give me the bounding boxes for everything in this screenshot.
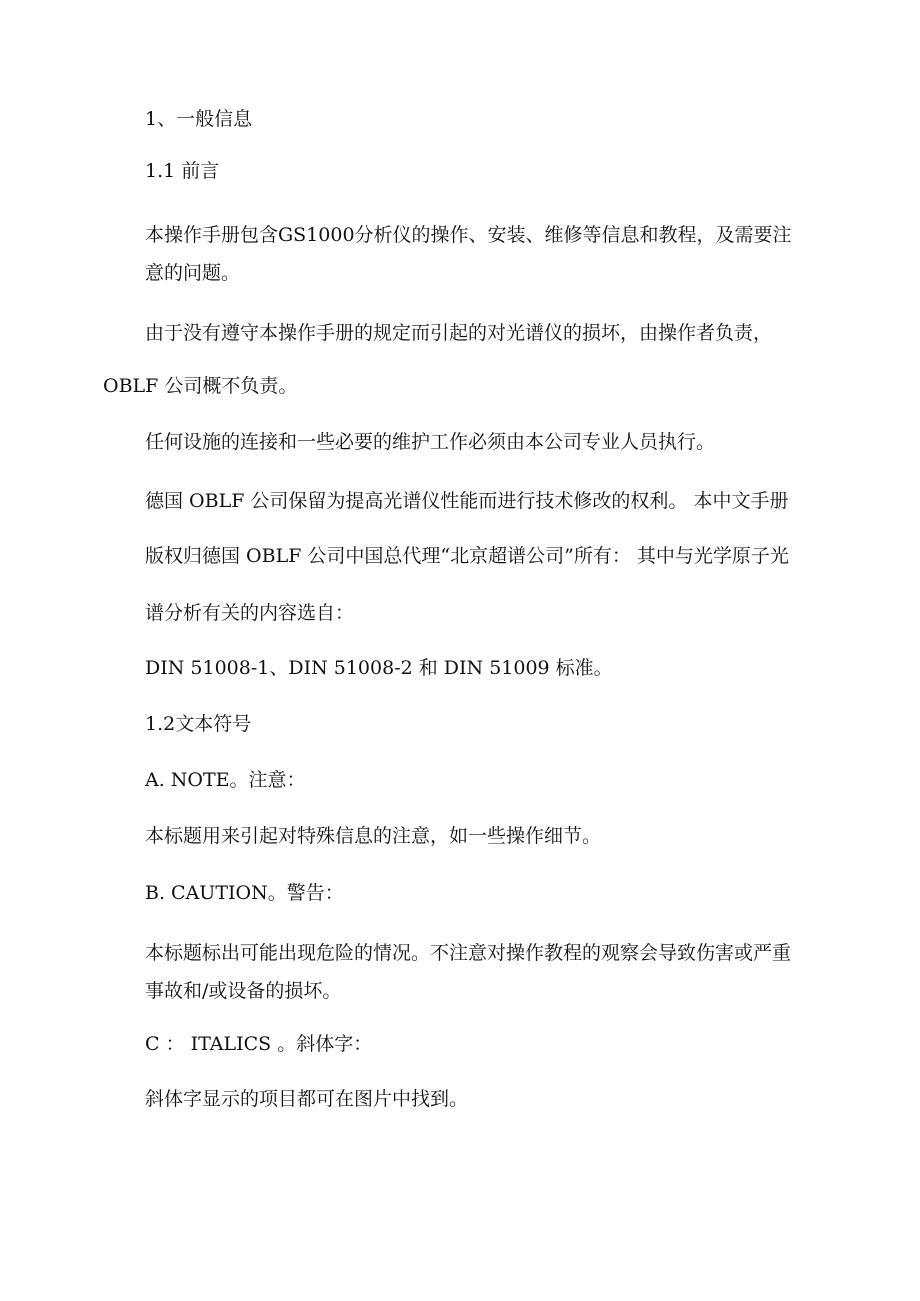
italics-label: C ： ITALICS 。斜体字： xyxy=(145,1033,373,1055)
paragraph-rights-line-1: 德国 OBLF 公司保留为提高光谱仪性能而进行技术修改的权利。 本中文手册 xyxy=(145,490,789,512)
note-description: 本标题用来引起对特殊信息的注意，如一些操作细节。 xyxy=(145,825,602,847)
subsection-heading-text-symbols: 1.2文本符号 xyxy=(145,713,252,735)
paragraph-rights-line-4: DIN 51008-1、DIN 51008-2 和 DIN 51009 标准。 xyxy=(145,657,613,679)
note-label: A. NOTE。注意： xyxy=(145,769,306,791)
paragraph-intro-line-2: 意的问题。 xyxy=(145,262,241,284)
paragraph-intro-line-1: 本操作手册包含GS1000分析仪的操作、安装、维修等信息和教程，及需要注 xyxy=(145,224,792,246)
caution-label: B. CAUTION。警告： xyxy=(145,882,344,904)
paragraph-maintenance: 任何设施的连接和一些必要的维护工作必须由本公司专业人员执行。 xyxy=(145,431,716,453)
italics-description: 斜体字显示的项目都可在图片中找到。 xyxy=(145,1088,469,1110)
paragraph-rights-line-2: 版权归德国 OBLF 公司中国总代理“北京超谱公司”所有： 其中与光学原子光 xyxy=(145,545,789,567)
paragraph-liability-line-1: 由于没有遵守本操作手册的规定而引起的对光谱仪的损坏，由操作者负责， xyxy=(145,322,773,344)
caution-description-line-2: 事故和/或设备的损坏。 xyxy=(145,980,342,1002)
paragraph-liability-line-2: OBLF 公司概不负责。 xyxy=(103,375,298,397)
caution-description-line-1: 本标题标出可能出现危险的情况。不注意对操作教程的观察会导致伤害或严重 xyxy=(145,942,792,964)
subsection-heading-preface: 1.1 前言 xyxy=(145,160,220,182)
section-heading-general-info: 1、一般信息 xyxy=(145,108,253,130)
paragraph-rights-line-3: 谱分析有关的内容选自： xyxy=(145,602,355,624)
